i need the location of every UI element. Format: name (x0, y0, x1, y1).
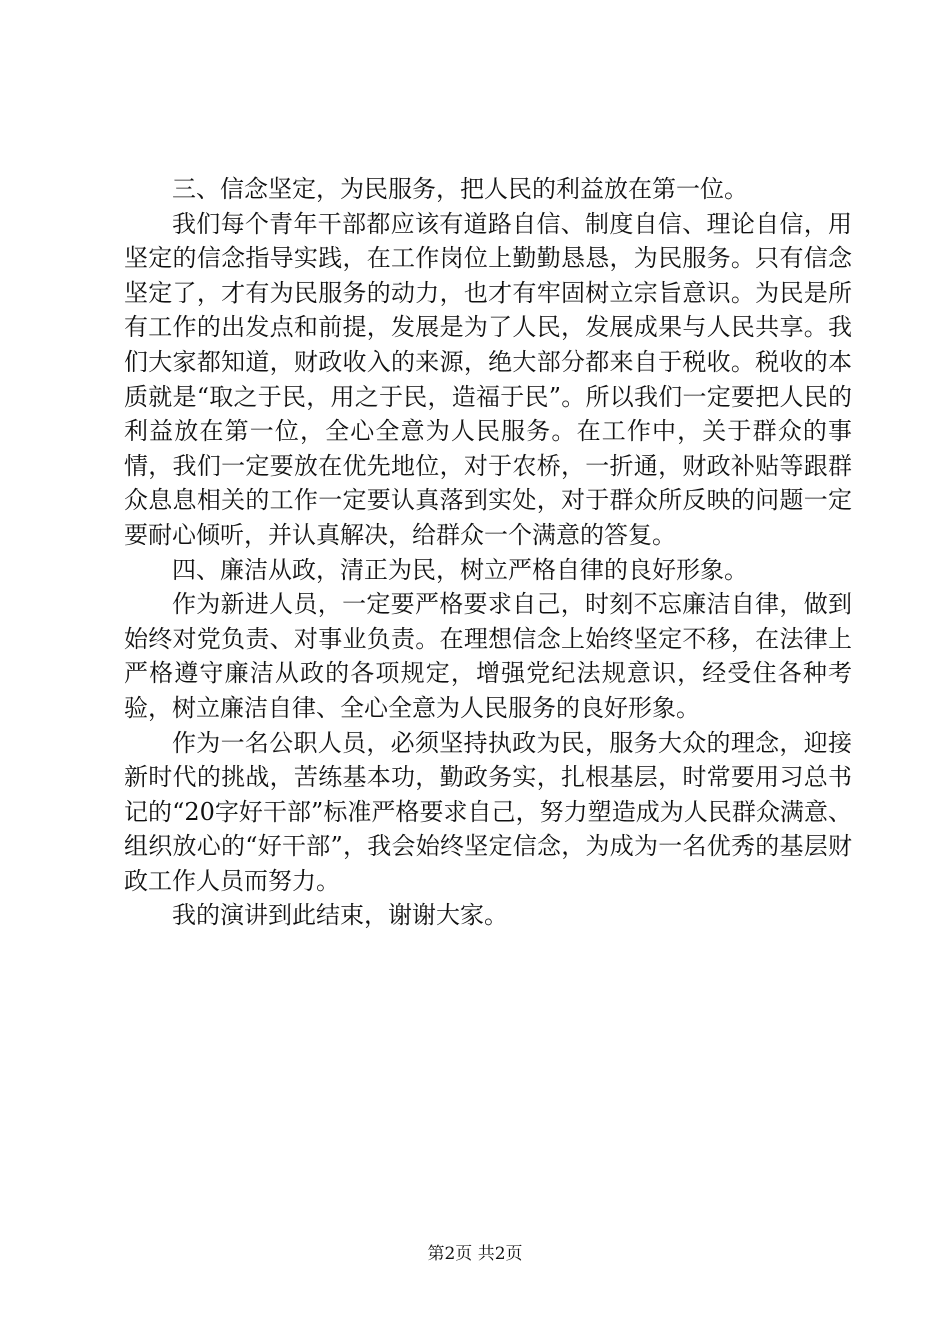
page-footer (0, 1243, 950, 1265)
body-paragraph: 我们每个青年干部都应该有道路自信、制度自信、理论自信，用坚定的信念指导实践，在工作岗位上勤勤恳恳，为民服务。只有信念坚定了，才有为民服务的动力，也才有牢固树立宗旨意识。为民是所有工作的出发点和前提，发展是为了人民，发展成果与人民共享。我们大家都知道，财政收入的来源，绝大部分都来自于税收。税收的本质就是“取之于民，用之于民，造福于民”。所以我们一定要把人民的利益放在第一位，全心全意为人民服务。在工作中，关于群众的事情，我们一定要放在优先地位，对于农桥，一折通，财政补贴等跟群众息息相关的工作一定要认真落到实处，对于群众所反映的问题一定要耐心倾听，并认真解决，给群众一个满意的答复。 (124, 209, 852, 549)
section-heading-four: 四、廉洁从政，清正为民，树立严格自律的良好形象。 (172, 555, 748, 584)
closing-paragraph: 我的演讲到此结束，谢谢大家。 (172, 901, 508, 930)
page-number: 第2页 共2页 (427, 1244, 523, 1264)
body-paragraph: 作为一名公职人员，必须坚持执政为民，服务大众的理念，迎接新时代的挑战，苦练基本功，勤政务实，扎根基层，时常要用习总书记的“20字好干部”标准严格要求自己，努力塑造成为人民群众满意、组织放心的“好干部”，我会始终坚定信念，为成为一名优秀的基层财政工作人员而努力。 (124, 728, 852, 895)
document-body (124, 172, 852, 933)
section-heading-three: 三、信念坚定，为民服务，把人民的利益放在第一位。 (172, 175, 748, 203)
body-paragraph: 作为新进人员，一定要严格要求自己，时刻不忘廉洁自律，做到始终对党负责、对事业负责。在理想信念上始终坚定不移，在法律上严格遵守廉洁从政的各项规定，增强党纪法规意识，经受住各种考验，树立廉洁自律、全心全意为人民服务的良好形象。 (124, 590, 852, 722)
